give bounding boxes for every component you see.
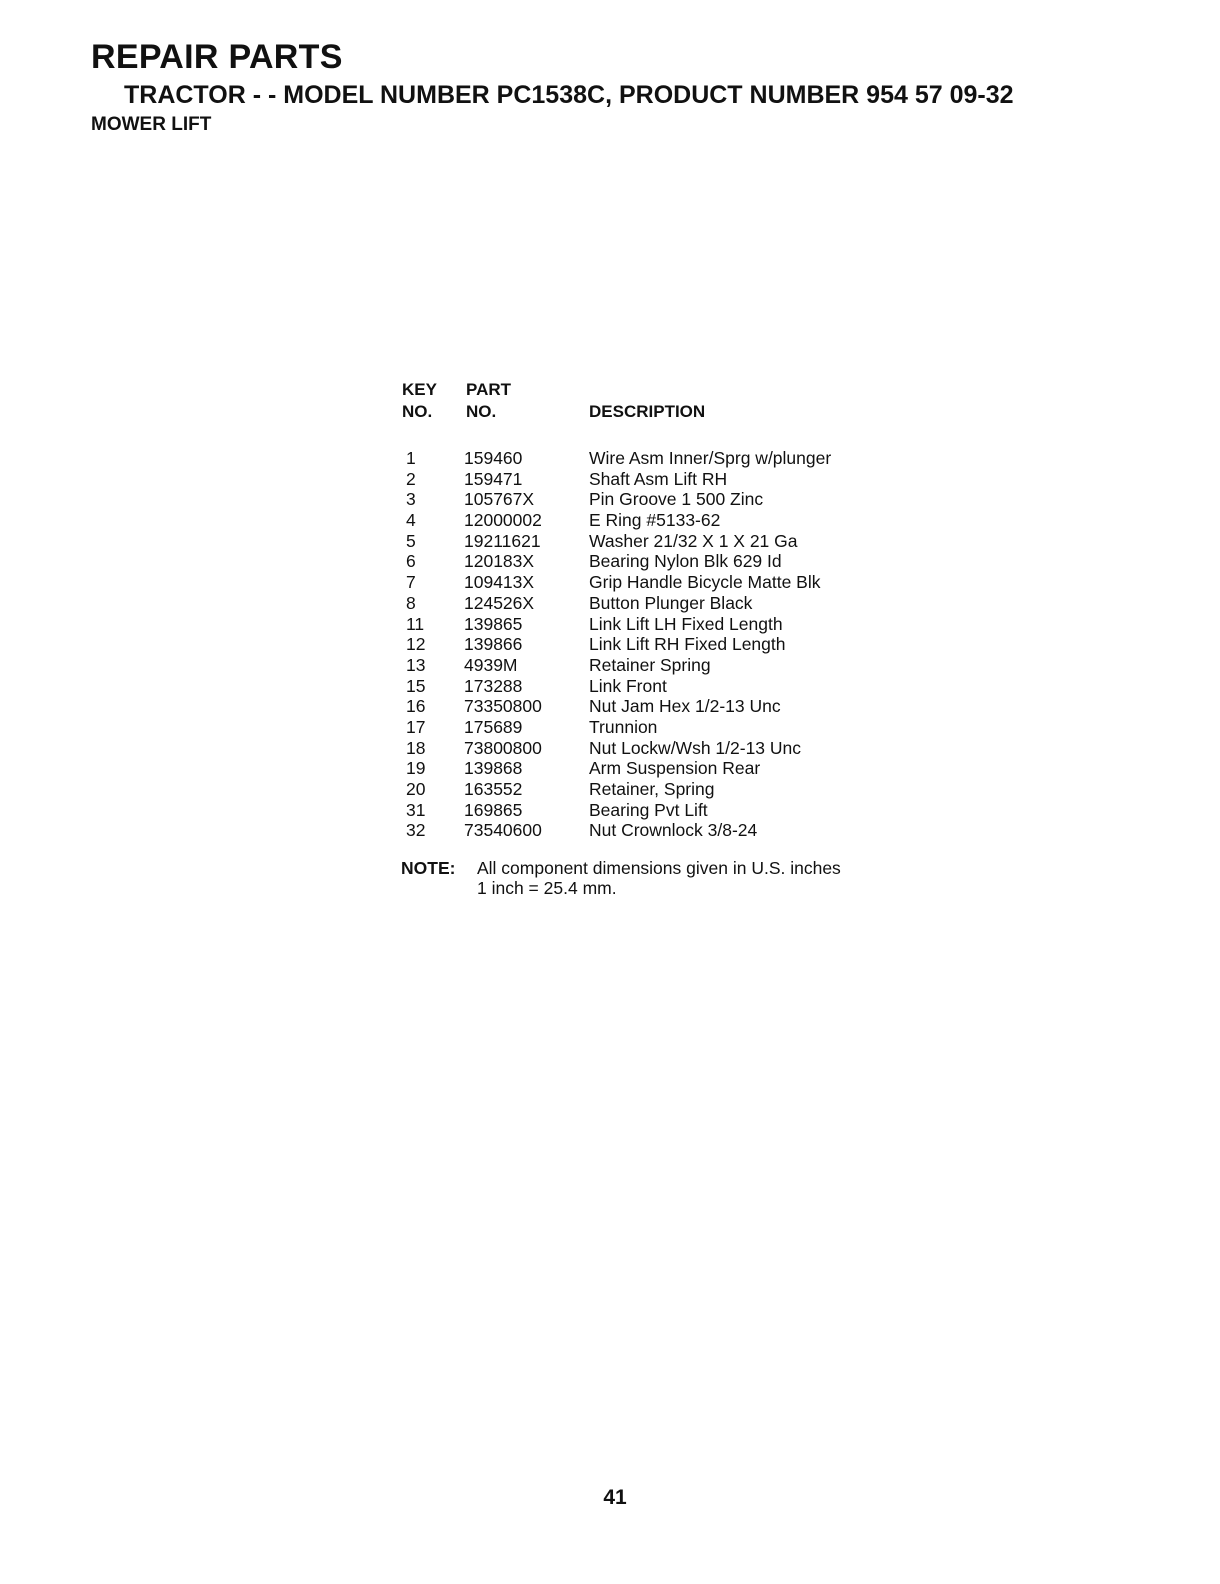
key-no-cell: 12 bbox=[406, 634, 426, 655]
table-row bbox=[402, 551, 962, 572]
description-cell: Grip Handle Bicycle Matte Blk bbox=[589, 572, 821, 593]
page-title: REPAIR PARTS bbox=[91, 38, 343, 76]
note-label: NOTE: bbox=[401, 858, 456, 878]
description-header: DESCRIPTION bbox=[589, 402, 706, 421]
part-no-cell: 139866 bbox=[464, 634, 523, 655]
description-cell: Wire Asm Inner/Sprg w/plunger bbox=[589, 448, 832, 468]
key-header-line1: KEY bbox=[402, 380, 437, 399]
part-no-cell: 109413X bbox=[464, 572, 535, 593]
description-cell: E Ring #5133-62 bbox=[589, 510, 721, 531]
parts-table bbox=[402, 378, 962, 841]
description-cell: Trunnion bbox=[589, 716, 658, 737]
key-no-cell: 31 bbox=[406, 799, 426, 820]
key-no-cell: 20 bbox=[406, 779, 426, 799]
key-header-line2: NO. bbox=[402, 402, 433, 421]
table-row bbox=[402, 696, 962, 717]
key-no-cell: 8 bbox=[406, 592, 416, 613]
part-no-cell: 169865 bbox=[464, 799, 523, 820]
description-cell: Retainer, Spring bbox=[589, 779, 715, 799]
part-no-cell: 19211621 bbox=[464, 530, 541, 551]
table-row bbox=[402, 531, 962, 552]
key-no-cell: 16 bbox=[406, 696, 426, 717]
description-cell: Retainer Spring bbox=[589, 654, 711, 675]
table-row bbox=[402, 820, 962, 841]
table-row bbox=[402, 779, 962, 800]
note-text-line2: 1 inch = 25.4 mm. bbox=[477, 878, 617, 898]
table-row bbox=[402, 738, 962, 759]
table-row bbox=[402, 448, 962, 469]
description-cell: Bearing Pvt Lift bbox=[589, 799, 708, 820]
table-row bbox=[402, 717, 962, 738]
description-cell: Nut Crownlock 3/8-24 bbox=[589, 820, 758, 841]
section-title: MOWER LIFT bbox=[91, 114, 212, 135]
part-no-cell: 173288 bbox=[464, 675, 523, 696]
description-cell: Shaft Asm Lift RH bbox=[589, 468, 728, 489]
note-text-line1: All component dimensions given in U.S. inches bbox=[477, 858, 841, 878]
part-header-line1: PART bbox=[466, 380, 512, 399]
part-no-cell: 73800800 bbox=[464, 737, 542, 758]
description-cell: Link Front bbox=[589, 675, 667, 696]
part-no-cell: 159471 bbox=[464, 468, 523, 489]
model-subtitle: TRACTOR - - MODEL NUMBER PC1538C, PRODUCT NUMBER 954 57 09-32 bbox=[124, 81, 1014, 109]
key-no-cell: 3 bbox=[406, 489, 416, 510]
description-cell: Link Lift LH Fixed Length bbox=[589, 613, 783, 634]
table-row bbox=[402, 676, 962, 697]
table-row bbox=[402, 572, 962, 593]
description-cell: Arm Suspension Rear bbox=[589, 758, 761, 779]
table-row bbox=[402, 510, 962, 531]
key-no-cell: 18 bbox=[406, 737, 426, 758]
table-row bbox=[402, 614, 962, 635]
part-no-cell: 159460 bbox=[464, 448, 523, 468]
key-no-cell: 1 bbox=[406, 448, 416, 468]
part-no-cell: 120183X bbox=[464, 551, 535, 572]
part-header-line2: NO. bbox=[466, 402, 497, 421]
table-row bbox=[402, 634, 962, 655]
key-no-cell: 2 bbox=[406, 468, 416, 489]
key-no-cell: 6 bbox=[406, 551, 416, 572]
description-cell: Nut Jam Hex 1/2-13 Unc bbox=[589, 696, 781, 717]
table-row bbox=[402, 489, 962, 510]
key-no-cell: 11 bbox=[406, 613, 425, 634]
table-row bbox=[402, 655, 962, 676]
description-cell: Nut Lockw/Wsh 1/2-13 Unc bbox=[589, 737, 802, 758]
key-no-cell: 7 bbox=[406, 572, 416, 593]
table-row bbox=[402, 800, 962, 821]
table-row bbox=[402, 469, 962, 490]
part-no-cell: 139865 bbox=[464, 613, 523, 634]
key-no-cell: 4 bbox=[406, 510, 416, 531]
part-no-cell: 124526X bbox=[464, 592, 535, 613]
parts-list bbox=[402, 448, 962, 841]
description-cell: Pin Groove 1 500 Zinc bbox=[589, 489, 764, 510]
key-no-cell: 5 bbox=[406, 530, 416, 551]
table-row bbox=[402, 593, 962, 614]
part-no-cell: 163552 bbox=[464, 779, 523, 799]
description-cell: Bearing Nylon Blk 629 Id bbox=[589, 551, 782, 572]
key-no-cell: 32 bbox=[406, 820, 426, 841]
part-no-cell: 105767X bbox=[464, 489, 535, 510]
part-no-cell: 4939M bbox=[464, 654, 518, 675]
part-no-cell: 12000002 bbox=[464, 510, 542, 531]
description-cell: Link Lift RH Fixed Length bbox=[589, 634, 786, 655]
key-no-cell: 19 bbox=[406, 758, 426, 779]
description-cell: Washer 21/32 X 1 X 21 Ga bbox=[589, 530, 798, 551]
part-no-cell: 139868 bbox=[464, 758, 523, 779]
part-no-cell: 175689 bbox=[464, 716, 523, 737]
key-no-cell: 13 bbox=[406, 654, 426, 675]
page-number: 41 bbox=[603, 1486, 627, 1509]
key-no-cell: 17 bbox=[406, 716, 426, 737]
key-no-cell: 15 bbox=[406, 675, 426, 696]
part-no-cell: 73540600 bbox=[464, 820, 542, 841]
description-cell: Button Plunger Black bbox=[589, 592, 753, 613]
table-row bbox=[402, 758, 962, 779]
table-header bbox=[402, 378, 962, 448]
part-no-cell: 73350800 bbox=[464, 696, 542, 717]
